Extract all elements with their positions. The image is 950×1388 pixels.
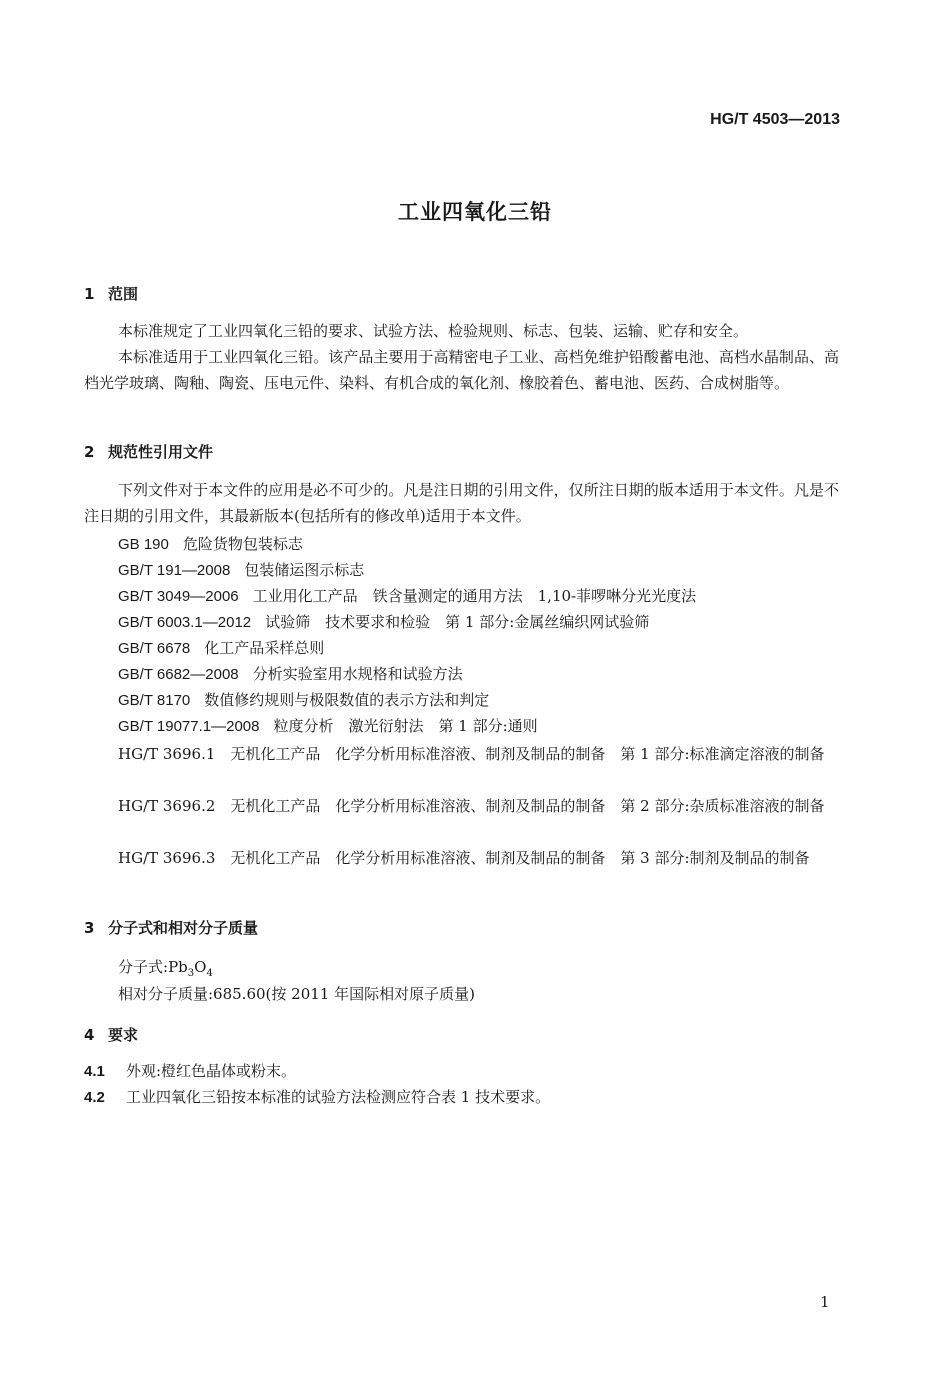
item-text: 工业四氧化三铅按本标准的试验方法检测应符合表 1 技术要求。	[126, 1088, 551, 1106]
reference-code: GB/T 6003.1—2012	[118, 614, 252, 631]
requirement-item	[84, 1060, 296, 1081]
reference-title: 工业用化工产品 铁含量测定的通用方法 1,10-菲啰啉分光光度法	[252, 587, 697, 605]
formula-label: 分子式:	[118, 958, 169, 976]
reference-title: 粒度分析 激光衍射法 第 1 部分:通则	[273, 717, 538, 735]
reference-item	[118, 689, 489, 710]
section-title: 范围	[108, 285, 139, 303]
item-text: 外观:橙红色晶体或粉末。	[126, 1062, 297, 1080]
reference-title: 危险货物包装标志	[182, 535, 303, 553]
reference-item	[118, 559, 364, 580]
reference-code: GB/T 6678	[118, 640, 191, 657]
reference-code: GB 190	[118, 536, 169, 553]
reference-code: GB/T 19077.1—2008	[118, 718, 260, 735]
formula-element: O	[194, 958, 207, 976]
section-number: 1	[84, 285, 95, 303]
reference-item	[118, 715, 538, 736]
references-intro: 下列文件对于本文件的应用是必不可少的。凡是注日期的引用文件，仅所注日期的版本适用于本文件。凡是不注日期的引用文件，其最新版本(包括所有的修改单)适用于本文件。	[84, 481, 839, 525]
section-number: 3	[84, 919, 95, 937]
item-number: 4.1	[84, 1063, 105, 1080]
section-1-heading	[84, 283, 138, 304]
molecular-mass: 相对分子质量:685.60(按 2011 年国际相对原子质量)	[118, 985, 475, 1003]
item-number: 4.2	[84, 1089, 105, 1106]
reference-code: GB/T 191—2008	[118, 562, 231, 579]
formula-element: Pb	[168, 958, 188, 976]
section-4-heading	[84, 1024, 138, 1045]
reference-item	[118, 637, 324, 658]
scope-paragraph-1: 本标准规定了工业四氧化三铅的要求、试验方法、检验规则、标志、包装、运输、贮存和安全。	[118, 322, 749, 340]
reference-title: 试验筛 技术要求和检验 第 1 部分:金属丝编织网试验筛	[265, 613, 650, 631]
section-title: 要求	[108, 1026, 139, 1044]
reference-code: GB/T 3049—2006	[118, 588, 239, 605]
section-number: 2	[84, 443, 95, 461]
reference-item-long: HG/T 3696.3 无机化工产品 化学分析用标准溶液、制剂及制品的制备 第 3 部分:制剂及制品的制备	[118, 849, 810, 867]
reference-code: GB/T 8170	[118, 692, 191, 709]
reference-item	[118, 533, 303, 554]
reference-code: GB/T 6682—2008	[118, 666, 239, 683]
reference-item-long: HG/T 3696.2 无机化工产品 化学分析用标准溶液、制剂及制品的制备 第 2 部分:杂质标准溶液的制备	[118, 797, 825, 815]
reference-item-long: HG/T 3696.1 无机化工产品 化学分析用标准溶液、制剂及制品的制备 第 1 部分:标准滴定溶液的制备	[118, 745, 825, 763]
reference-title: 分析实验室用水规格和试验方法	[252, 665, 463, 683]
reference-title: 包装储运图示标志	[244, 561, 365, 579]
reference-item	[118, 663, 463, 684]
requirement-item	[84, 1086, 550, 1107]
formula-subscript: 3	[187, 968, 195, 979]
section-number: 4	[84, 1026, 95, 1044]
reference-item	[118, 585, 696, 606]
reference-title: 化工产品采样总则	[204, 639, 325, 657]
reference-title: 数值修约规则与极限数值的表示方法和判定	[204, 691, 490, 709]
scope-paragraph-2: 本标准适用于工业四氧化三铅。该产品主要用于高精密电子工业、高档免维护铅酸蓄电池、高档水晶制品、高档光学玻璃、陶釉、陶瓷、压电元件、染料、有机合成的氧化剂、橡胶着色、蓄电池、医药、合成树脂等。	[84, 348, 839, 392]
reference-item	[118, 611, 649, 632]
section-title: 分子式和相对分子质量	[108, 919, 259, 937]
page-number: 1	[820, 1293, 830, 1311]
document-title: 工业四氧化三铅	[398, 200, 552, 224]
section-3-heading	[84, 917, 258, 938]
section-2-heading	[84, 441, 213, 462]
section-title: 规范性引用文件	[108, 443, 214, 461]
formula-subscript: 4	[206, 968, 213, 979]
document-code: HG/T 4503—2013	[710, 111, 840, 128]
